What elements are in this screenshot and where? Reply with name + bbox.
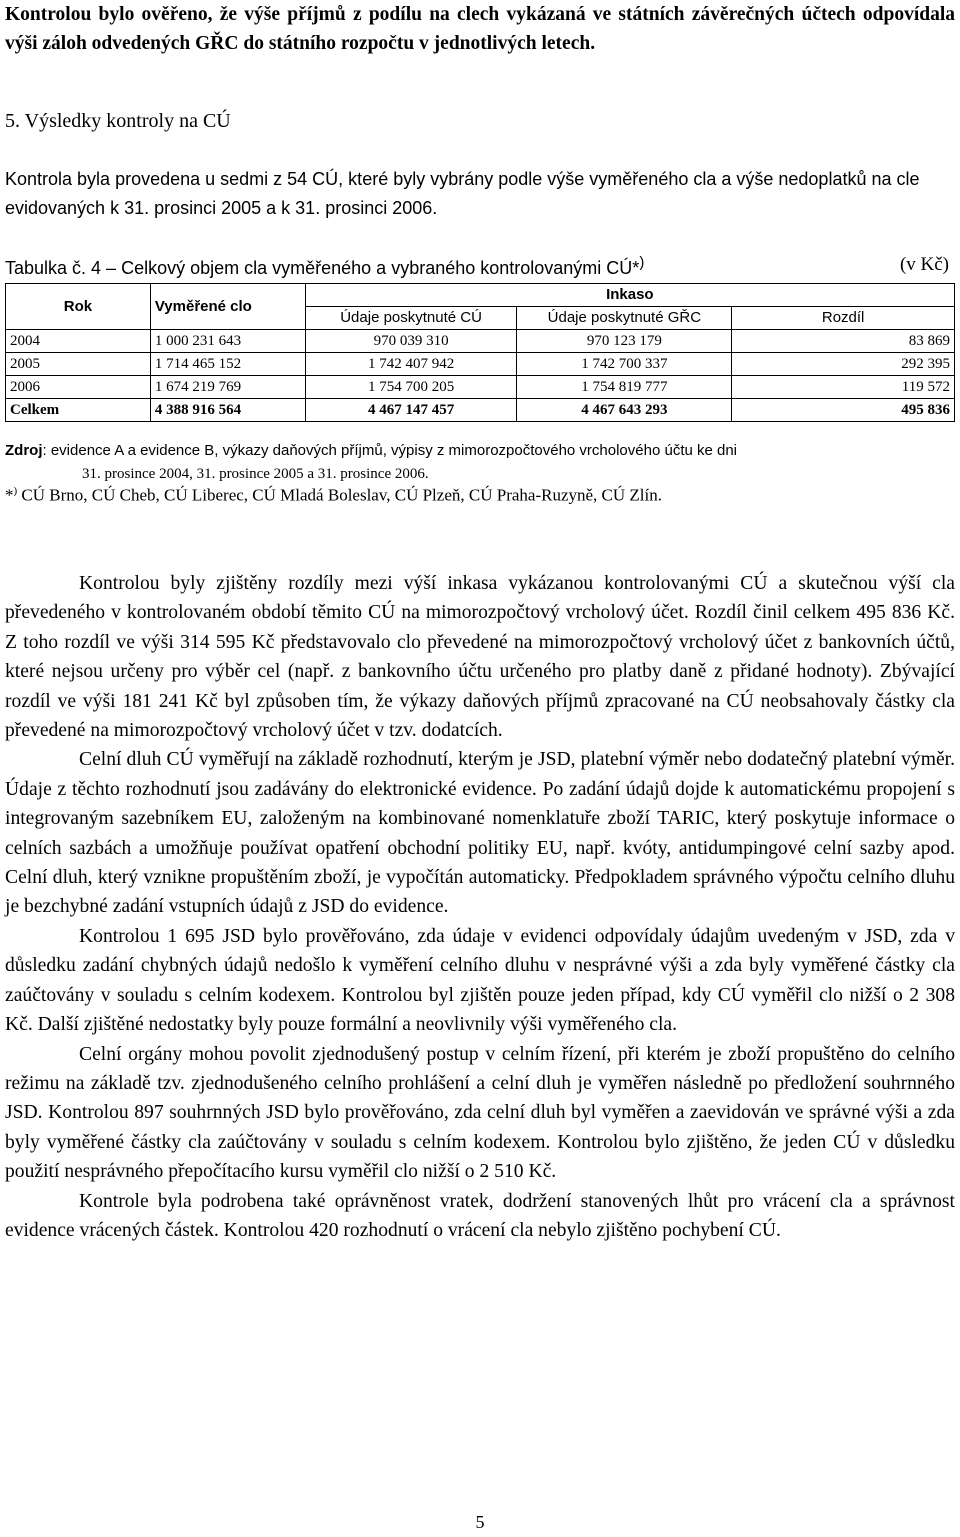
table-caption bbox=[5, 254, 955, 279]
cell-cu: 1 742 407 942 bbox=[305, 353, 517, 376]
header-inkaso: Inkaso bbox=[305, 284, 954, 307]
cell-vymerene: 1 714 465 152 bbox=[150, 353, 305, 376]
table-footnote bbox=[5, 485, 662, 506]
source-label: Zdroj bbox=[5, 442, 43, 459]
table-caption-sup: ) bbox=[639, 254, 645, 271]
data-table bbox=[5, 283, 955, 422]
table-caption-text: Tabulka č. 4 – Celkový objem cla vyměřeného a vybraného kontrolovanými CÚ* bbox=[5, 258, 640, 278]
footnote-mark: * bbox=[5, 485, 14, 505]
cell-rok: 2004 bbox=[6, 330, 151, 353]
body-paragraph: Celní dluh CÚ vyměřují na základě rozhodnutí, kterým je JSD, platební výměr nebo dodatečný platební výměr. Údaje z těchto rozhodnutí jsou zadávány do elektronické evidence. Po zadání údajů dojde k automatickému propojení s integrovaným sazebníkem EU, založeným na kombinované nomenklatuře zboží TARIC, který poskytuje informace o celních sazbách a umožňuje používat opatření obchodní politiky EU, např. kvóty, antidumpingové celní sazby apod. Celní dluh, který vznikne propuštěním zboží, je vypočítán automaticky. Předpokladem správného výpočtu celního dluhu je bezchybné zadání vstupních údajů z JSD do evidence. bbox=[5, 749, 955, 918]
header-grc: Údaje poskytnuté GŘC bbox=[517, 307, 732, 330]
cell-rozdil: 119 572 bbox=[732, 376, 955, 399]
body-paragraph: Kontrolou 1 695 JSD bylo prověřováno, zda údaje v evidenci odpovídaly údajům uvedeným v JSD, zda v důsledku zadání chybných údajů nedošlo k vyměření celního dluhu v nesprávné výši a zda byly vyměřené částky cla zaúčtovány v souladu s celním kodexem. Kontrolou byl zjištěn pouze jeden případ, kdy CÚ vyměřil clo nižší o 2 308 Kč. Další zjištěné nedostatky byly pouze formální a neovlivnily výši vyměřeného cla. bbox=[5, 925, 955, 1036]
total-cu: 4 467 147 457 bbox=[305, 399, 517, 422]
table-row bbox=[6, 353, 955, 376]
total-rozdil: 495 836 bbox=[732, 399, 955, 422]
header-vymerene: Vyměřené clo bbox=[150, 284, 305, 330]
section-intro-paragraph: Kontrola byla provedena u sedmi z 54 CÚ, které byly vybrány podle výše vyměřeného cla a výše nedoplatků na cle evidovaných k 31. prosinci 2005 a k 31. prosinci 2006. bbox=[5, 169, 920, 218]
table-source bbox=[5, 439, 955, 486]
cell-rozdil: 83 869 bbox=[732, 330, 955, 353]
cell-vymerene: 1 674 219 769 bbox=[150, 376, 305, 399]
cell-grc: 1 754 819 777 bbox=[517, 376, 732, 399]
cell-rok: 2005 bbox=[6, 353, 151, 376]
body-paragraph: Celní orgány mohou povolit zjednodušený postup v celním řízení, při kterém je zboží propuštěno do celního režimu na základě tzv. zjednodušeného celního prohlášení a celní dluh je vyměřen následně po předložení souhrnného JSD. Kontrolou 897 souhrnných JSD bylo prověřováno, zda celní dluh byl vyměřen a zaevidován ve správné výši a zda byly vyměřené částky cla zaúčtovány v souladu s celním kodexem. Kontrolou bylo zjištěno, že jeden CÚ v důsledku použití nesprávného přepočítacího kursu vyměřil clo nižší o 2 510 Kč. bbox=[5, 1043, 955, 1183]
intro-paragraph: Kontrolou bylo ověřeno, že výše příjmů z podílu na clech vykázaná ve státních závěrečných účtech odpovídala výši záloh odvedených GŘC do státního rozpočtu v jednotlivých letech. bbox=[5, 4, 955, 55]
footnote-sup: ) bbox=[13, 485, 18, 497]
cell-vymerene: 1 000 231 643 bbox=[150, 330, 305, 353]
table-header-row bbox=[6, 284, 955, 307]
table-total-row bbox=[6, 399, 955, 422]
cell-grc: 1 742 700 337 bbox=[517, 353, 732, 376]
total-rok: Celkem bbox=[6, 399, 151, 422]
cell-rozdil: 292 395 bbox=[732, 353, 955, 376]
table-row bbox=[6, 376, 955, 399]
table-unit: (v Kč) bbox=[899, 254, 949, 275]
table-row bbox=[6, 330, 955, 353]
source-line2: 31. prosince 2004, 31. prosince 2005 a 31. prosince 2006. bbox=[82, 466, 429, 482]
source-line1: : evidence A a evidence B, výkazy daňových příjmů, výpisy z mimorozpočtového vrcholového účtu ke dni bbox=[42, 442, 738, 459]
body-text bbox=[5, 569, 955, 1245]
cell-cu: 970 039 310 bbox=[305, 330, 517, 353]
total-grc: 4 467 643 293 bbox=[517, 399, 732, 422]
total-vymerene: 4 388 916 564 bbox=[150, 399, 305, 422]
page-number: 5 bbox=[475, 1512, 485, 1532]
header-cu: Údaje poskytnuté CÚ bbox=[305, 307, 517, 330]
footnote-text: CÚ Brno, CÚ Cheb, CÚ Liberec, CÚ Mladá Boleslav, CÚ Plzeň, CÚ Praha-Ruzyně, CÚ Zlín. bbox=[17, 485, 662, 505]
cell-cu: 1 754 700 205 bbox=[305, 376, 517, 399]
body-paragraph: Kontrolou byly zjištěny rozdíly mezi výší inkasa vykázanou kontrolovanými CÚ a skutečnou výší cla převedeného v kontrolovaném období těmito CÚ na mimorozpočtový vrcholový účet. Rozdíl činil celkem 495 836 Kč. Z toho rozdíl ve výši 314 595 Kč představovalo clo převedené na mimorozpočtový vrcholový účet z bankovních účtů, které nejsou určeny pro výběr cel (např. z bankovního účtu určeného pro platby daně z přidané hodnoty). Zbývající rozdíl ve výši 181 241 Kč byl způsoben tím, že výkazy daňových příjmů zpracované na CÚ neobsahovaly částky cla převedené na mimorozpočtový vrcholový účet v tzv. dodatcích. bbox=[5, 573, 955, 742]
cell-grc: 970 123 179 bbox=[517, 330, 732, 353]
body-paragraph: Kontrole byla podrobena také oprávněnost vratek, dodržení stanovených lhůt pro vrácení cla a správnost evidence vrácených částek. Kontrolou 420 rozhodnutí o vrácení cla nebylo zjištěno pochybení CÚ. bbox=[5, 1190, 955, 1241]
section-heading: 5. Výsledky kontroly na CÚ bbox=[5, 110, 231, 132]
header-rozdil: Rozdíl bbox=[732, 307, 955, 330]
header-rok: Rok bbox=[6, 284, 151, 330]
cell-rok: 2006 bbox=[6, 376, 151, 399]
